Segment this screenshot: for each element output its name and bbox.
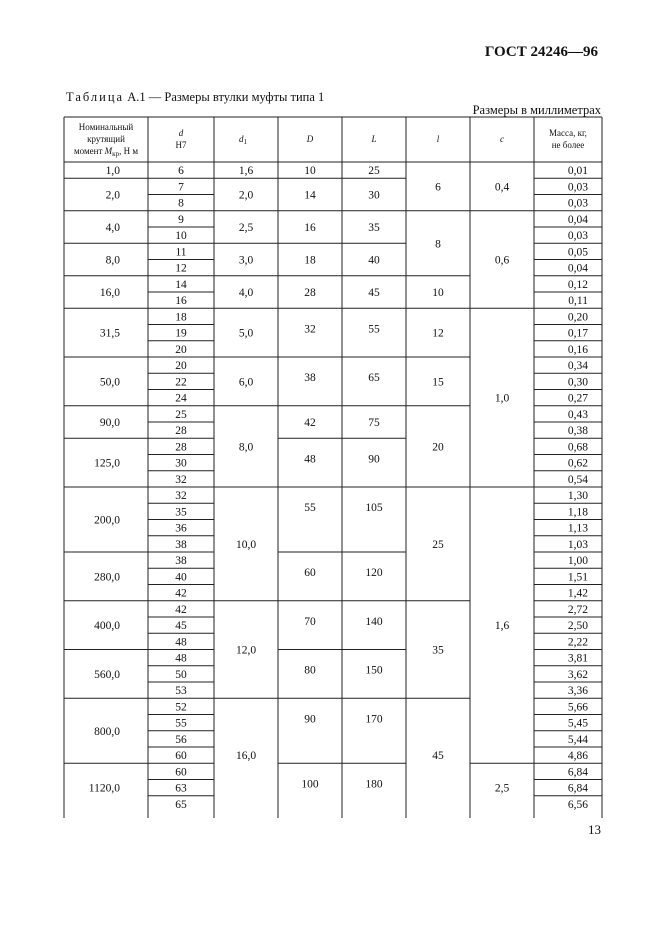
cell-d: 7 — [178, 181, 184, 194]
cell-D: 48 — [304, 453, 316, 466]
cell-D: 80 — [304, 664, 316, 677]
cell-torque: 1,0 — [105, 165, 120, 177]
cell-d: 32 — [175, 490, 187, 502]
cell-d: 10 — [175, 230, 187, 242]
cell-d1: 8,0 — [238, 441, 254, 454]
cell-mass: 0,05 — [567, 246, 588, 259]
cell-d: 38 — [175, 538, 187, 551]
cell-d: 28 — [175, 441, 187, 454]
cell-l: 12 — [432, 327, 444, 340]
cell-c: 0,4 — [494, 181, 510, 194]
cell-d1: 5,0 — [238, 327, 254, 340]
cell-mass: 0,03 — [567, 230, 588, 242]
cell-l: 6 — [435, 181, 441, 194]
cell-d: 11 — [175, 246, 187, 259]
cell-mass: 5,44 — [567, 733, 588, 746]
cell-d1: 2,0 — [238, 189, 254, 202]
cell-mass: 0,68 — [567, 441, 588, 454]
cell-d1: 6,0 — [238, 376, 254, 389]
cell-D: 100 — [301, 778, 319, 791]
caption-label: Таблица — [66, 90, 125, 104]
cell-D: 16 — [304, 222, 316, 234]
cell-mass: 0,16 — [567, 343, 588, 356]
cell-mass: 1,30 — [567, 490, 588, 502]
cell-D: 14 — [304, 189, 316, 202]
cell-d: 24 — [175, 392, 187, 405]
cell-d: 18 — [175, 311, 187, 324]
cell-mass: 1,13 — [567, 522, 588, 535]
cell-d: 36 — [175, 522, 187, 535]
cell-torque: 125,0 — [94, 457, 120, 470]
cell-d: 6 — [178, 165, 184, 177]
cell-L: 25 — [368, 165, 380, 177]
cell-D: 18 — [304, 254, 316, 267]
cell-l: 25 — [432, 538, 444, 551]
cell-d: 28 — [175, 425, 187, 437]
cell-L: 180 — [365, 778, 383, 791]
cell-d: 45 — [175, 620, 187, 632]
page-number: 13 — [588, 822, 601, 837]
cell-mass: 2,22 — [567, 636, 588, 649]
cell-d: 22 — [175, 376, 187, 389]
cell-torque: 280,0 — [94, 571, 120, 584]
cell-torque: 2,0 — [105, 189, 120, 202]
cell-d1: 12,0 — [235, 644, 257, 657]
cell-d1: 10,0 — [235, 538, 257, 551]
cell-D: 32 — [304, 323, 316, 336]
cell-mass: 0,54 — [567, 473, 588, 486]
cell-mass: 3,36 — [567, 685, 588, 697]
cell-mass: 0,17 — [567, 327, 588, 340]
cell-d: 19 — [175, 327, 187, 340]
cell-L: 170 — [365, 713, 383, 726]
cell-torque: 8,0 — [105, 254, 120, 267]
header-L: L — [371, 134, 377, 144]
caption-title: А.1 — Размеры втулки муфты типа 1 — [127, 90, 325, 104]
cell-mass: 3,81 — [567, 652, 588, 665]
cell-torque: 400,0 — [94, 620, 120, 633]
cell-c: 1,0 — [494, 392, 510, 405]
cell-L: 140 — [365, 615, 383, 628]
cell-d: 38 — [175, 555, 187, 567]
cell-D: 60 — [304, 567, 316, 579]
cell-mass: 0,34 — [567, 360, 588, 372]
header-l: l — [436, 134, 440, 144]
cell-d: 42 — [175, 603, 187, 616]
cell-d: 25 — [175, 408, 187, 421]
header-d-tolerance: H7 — [175, 140, 187, 150]
cell-mass: 0,04 — [567, 213, 588, 226]
cell-torque: 800,0 — [94, 725, 120, 738]
cell-torque: 31,5 — [99, 327, 120, 340]
cell-c: 1,6 — [494, 620, 510, 633]
cell-mass: 1,18 — [567, 506, 588, 519]
cell-D: 28 — [304, 287, 316, 299]
cell-mass: 3,62 — [567, 668, 588, 681]
header-D: D — [306, 134, 314, 144]
cell-d: 20 — [175, 360, 187, 372]
cell-L: 40 — [368, 254, 380, 267]
cell-d: 48 — [175, 652, 187, 665]
cell-d: 16 — [175, 295, 187, 307]
cell-l: 15 — [432, 376, 444, 389]
cell-mass: 0,03 — [567, 181, 588, 194]
cell-mass: 0,03 — [567, 197, 588, 210]
cell-mass: 1,42 — [567, 587, 588, 600]
cell-mass: 0,30 — [567, 376, 588, 389]
cell-d: 14 — [175, 278, 187, 291]
units-note: Размеры в миллиметрах — [472, 103, 601, 117]
cell-l: 35 — [432, 644, 444, 657]
cell-mass: 1,51 — [567, 571, 588, 584]
cell-L: 75 — [368, 417, 380, 429]
cell-L: 150 — [365, 664, 383, 677]
cell-mass: 6,84 — [567, 766, 588, 779]
cell-d: 56 — [175, 733, 187, 746]
header-torque-line3: момент $M_{кр}$, Н м — [73, 146, 139, 158]
cell-l: 45 — [432, 750, 444, 763]
cell-d: 65 — [175, 798, 187, 811]
cell-d: 60 — [175, 766, 187, 779]
cell-mass: 1,03 — [567, 538, 588, 551]
cell-d1: 1,6 — [238, 165, 254, 178]
cell-d: 53 — [175, 685, 187, 697]
cell-d: 50 — [175, 668, 187, 681]
cell-mass: 0,62 — [567, 457, 588, 470]
header-torque-line2: крутящий — [87, 134, 125, 144]
cell-mass: 0,01 — [567, 165, 588, 177]
cell-d: 55 — [175, 717, 187, 730]
header-c: c — [500, 134, 504, 144]
cell-torque: 16,0 — [99, 287, 120, 299]
cell-d: 8 — [178, 197, 184, 210]
cell-D: 55 — [304, 502, 316, 514]
header-d1: $d_1$ — [239, 134, 247, 146]
cell-mass: 0,04 — [567, 262, 588, 275]
header-mass-line1: Масса, кг, — [549, 128, 587, 138]
cell-d: 63 — [175, 782, 187, 795]
header-d: d — [178, 128, 184, 138]
cell-torque: 200,0 — [94, 514, 120, 527]
cell-L: 105 — [365, 502, 383, 514]
cell-L: 35 — [368, 222, 380, 234]
cell-d: 42 — [175, 587, 187, 600]
cell-l: 8 — [435, 238, 441, 251]
cell-mass: 0,20 — [567, 311, 588, 324]
cell-torque: 4,0 — [105, 222, 120, 234]
header-mass-line2: не более — [551, 140, 585, 150]
cell-d: 12 — [175, 262, 187, 275]
cell-mass: 0,12 — [567, 278, 588, 291]
cell-L: 120 — [365, 567, 383, 579]
standard-code: ГОСТ 24246—96 — [484, 44, 598, 60]
cell-torque: 1120,0 — [88, 782, 120, 795]
cell-c: 2,5 — [494, 782, 510, 795]
cell-mass: 5,45 — [567, 717, 588, 730]
cell-mass: 6,84 — [567, 782, 588, 795]
cell-d1: 3,0 — [238, 254, 254, 267]
cell-mass: 2,72 — [567, 603, 588, 616]
cell-mass: 1,00 — [567, 555, 588, 567]
cell-mass: 6,56 — [567, 798, 588, 811]
cell-D: 90 — [304, 713, 316, 726]
cell-d: 20 — [175, 343, 187, 356]
cell-torque: 560,0 — [94, 668, 120, 681]
cell-mass: 0,11 — [568, 295, 588, 307]
cell-d: 32 — [175, 473, 187, 486]
cell-d: 60 — [175, 750, 187, 762]
cell-mass: 2,50 — [567, 620, 588, 632]
cell-mass: 5,66 — [567, 701, 588, 714]
cell-c: 0,6 — [494, 254, 510, 267]
cell-torque: 50,0 — [99, 376, 120, 389]
header-torque-line1: Номинальный — [78, 122, 134, 132]
cell-d: 30 — [175, 457, 187, 470]
cell-d1: 2,5 — [238, 222, 254, 234]
cell-D: 42 — [304, 417, 316, 429]
cell-L: 45 — [368, 287, 380, 299]
cell-d1: 16,0 — [235, 750, 257, 763]
cell-L: 30 — [368, 189, 380, 202]
cell-d: 40 — [175, 571, 187, 584]
cell-d: 48 — [175, 636, 187, 649]
cell-L: 65 — [368, 372, 380, 384]
cell-D: 70 — [304, 615, 316, 628]
cell-mass: 0,27 — [567, 392, 588, 405]
cell-L: 55 — [368, 323, 380, 336]
cell-L: 90 — [368, 453, 380, 466]
cell-mass: 4,86 — [567, 750, 588, 762]
cell-d: 35 — [175, 506, 187, 519]
cell-l: 20 — [432, 441, 444, 454]
cell-D: 10 — [304, 165, 316, 177]
cell-d: 52 — [175, 701, 187, 714]
cell-D: 38 — [304, 372, 316, 384]
cell-mass: 0,43 — [567, 408, 588, 421]
cell-mass: 0,38 — [567, 425, 588, 437]
cell-d: 9 — [178, 213, 184, 226]
cell-l: 10 — [432, 287, 444, 299]
cell-torque: 90,0 — [99, 417, 120, 429]
cell-d1: 4,0 — [238, 287, 254, 299]
